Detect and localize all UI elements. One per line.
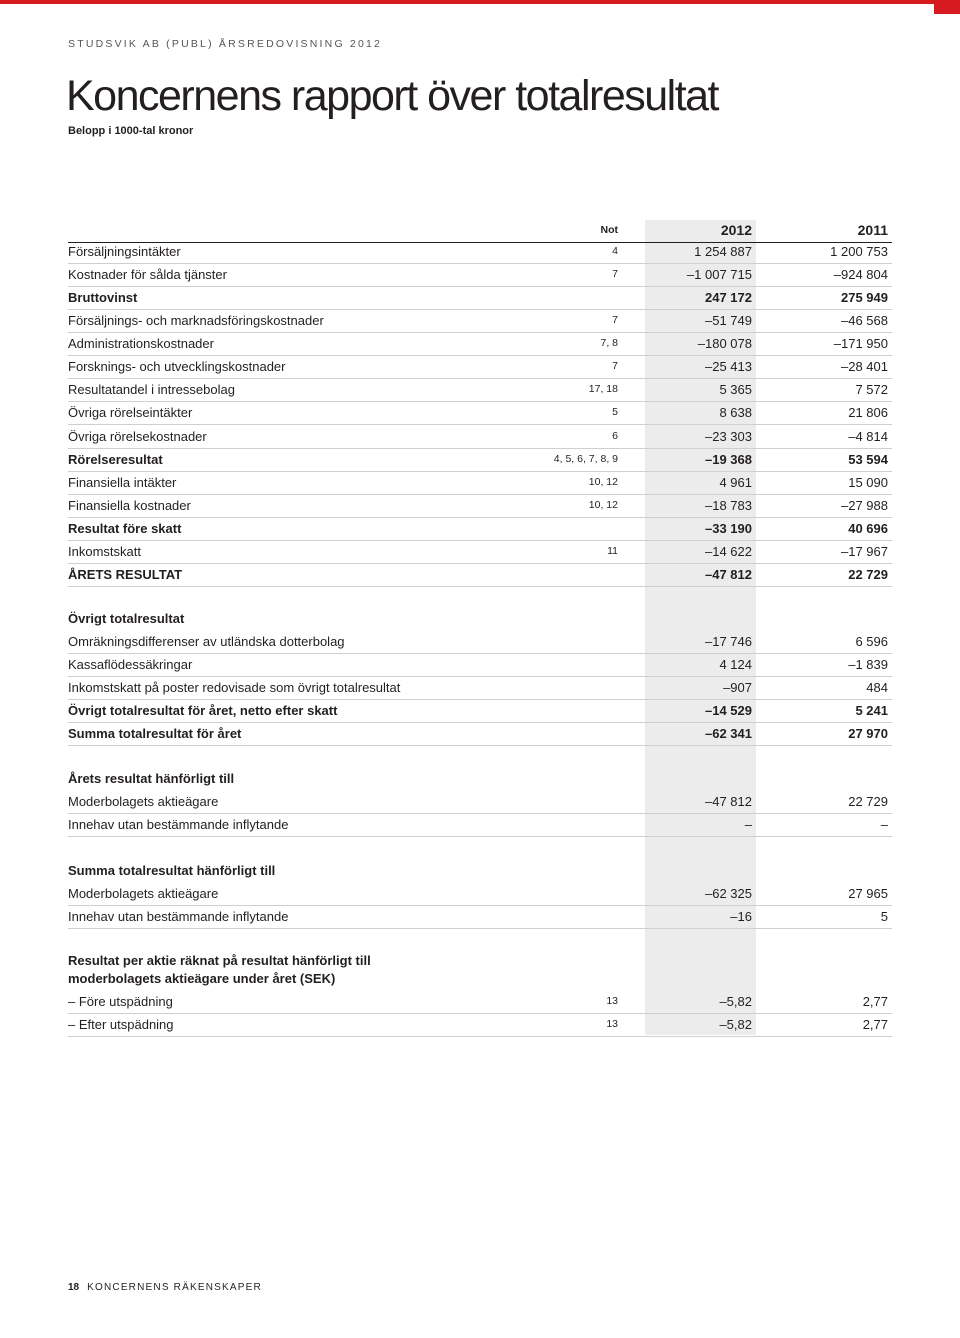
page-footer [68,1282,262,1293]
value-2011: 53 594 [848,452,888,467]
value-2012: –5,82 [719,994,752,1009]
row-note: 5 [612,406,618,418]
row-label: Resultat före skatt [68,521,182,536]
row-label: Finansiella intäkter [68,475,177,490]
value-2012: 4 961 [719,475,752,490]
value-2012: –51 749 [705,313,752,328]
value-2011: 27 965 [848,886,888,901]
table-row [68,263,892,287]
value-2012: –18 783 [705,498,752,513]
table-row [68,517,892,541]
row-label: Övriga rörelsekostnader [68,429,207,444]
value-2011: 484 [866,680,888,695]
running-head: STUDSVIK AB (PUBL) ÅRSREDOVISNING 2012 [68,38,383,50]
value-2012: –5,82 [719,1017,752,1032]
value-2012: –17 746 [705,634,752,649]
table-row [68,494,892,518]
value-2011: 2,77 [862,994,888,1009]
row-label: Innehav utan bestämmande inflytande [68,909,289,924]
row-label: Resultatandel i intressebolag [68,382,235,397]
row-label: Försäljningsintäkter [68,244,181,259]
page-subtitle: Belopp i 1000-tal kronor [68,125,194,137]
row-note: 4 [612,245,618,257]
section-heading-eps: Resultat per aktie räknat på resultat hänförligt till moderbolagets aktieägare under året (SEK) [68,953,371,986]
top-accent-bar [0,0,960,4]
value-2012: 4 124 [719,657,752,672]
row-label: Administrationskostnader [68,336,214,351]
value-2011: 1 200 753 [830,244,888,259]
table-row [68,448,892,472]
value-2011: –1 839 [848,657,888,672]
value-2011: –46 568 [841,313,888,328]
value-2011: 5 241 [855,703,888,718]
row-label: Moderbolagets aktieägare [68,886,219,901]
table-row [68,630,892,654]
value-2012: 1 254 887 [694,244,752,259]
row-note: 11 [607,545,618,557]
value-2012: –62 341 [705,726,752,741]
row-label: Inkomstskatt [68,544,141,559]
row-label: Försäljnings- och marknadsföringskostnader [68,313,324,328]
table-row [68,425,892,449]
value-2011: 22 729 [848,794,888,809]
row-note: 17, 18 [588,383,618,395]
row-label: Innehav utan bestämmande inflytande [68,817,289,832]
table-row [68,790,892,814]
table-row [68,286,892,310]
table-row [68,401,892,425]
value-2012: –19 368 [705,452,752,467]
row-label: Bruttovinst [68,290,138,305]
row-label: Inkomstskatt på poster redovisade som övrigt totalresultat [68,680,401,695]
row-note: 10, 12 [588,499,618,511]
row-note: 10, 12 [588,476,618,488]
row-note: 7 [612,360,618,372]
value-2012: –62 325 [705,886,752,901]
value-2011: 22 729 [848,567,888,582]
row-label: Övriga rörelseintäkter [68,405,193,420]
table-row [68,990,892,1014]
value-2012: –16 [730,909,752,924]
value-2012: – [744,817,752,832]
row-label: Finansiella kostnader [68,498,191,513]
row-note: 13 [606,995,618,1007]
table-row [68,699,892,723]
table-row [68,471,892,495]
value-2012: –180 078 [697,336,752,351]
footer-section: KONCERNENS RÄKENSKAPER [87,1282,262,1293]
value-2011: –924 804 [833,267,888,282]
year-2012-header: 2012 [720,222,752,238]
value-2012: –47 812 [705,567,752,582]
table-row [68,676,892,700]
row-label: – Före utspädning [68,994,173,1009]
row-label: Kostnader för sålda tjänster [68,267,227,282]
value-2012: 8 638 [719,405,752,420]
table-row [68,813,892,837]
table-row [68,332,892,356]
value-2012: –25 413 [705,359,752,374]
table-row [68,240,892,264]
row-note: 4, 5, 6, 7, 8, 9 [553,453,618,465]
row-label: Kassaflödessäkringar [68,657,193,672]
value-2012: –14 529 [705,703,752,718]
row-note: 13 [606,1018,618,1030]
table-row [68,540,892,564]
value-2012: –14 622 [705,544,752,559]
section-heading-other-income: Övrigt totalresultat [68,611,185,626]
value-2012: –907 [723,680,752,695]
row-label: Rörelseresultat [68,452,163,467]
table-row [68,882,892,906]
value-2011: – [880,817,888,832]
value-2011: 2,77 [862,1017,888,1032]
page-number: 18 [68,1282,80,1293]
value-2012: –23 303 [705,429,752,444]
value-2011: 275 949 [841,290,888,305]
value-2011: 15 090 [848,475,888,490]
value-2012: –33 190 [705,521,752,536]
page-title: Koncernens rapport över totalresultat [66,72,719,120]
section-heading-total-attributable: Summa totalresultat hänförligt till [68,863,276,878]
value-2011: –28 401 [841,359,888,374]
table-row [68,563,892,587]
section-heading-attributable: Årets resultat hänförligt till [68,771,235,786]
table-row [68,378,892,402]
row-note: 6 [612,430,618,442]
note-column-header: Not [600,224,618,236]
value-2012: –1 007 715 [686,267,752,282]
row-label: Summa totalresultat för året [68,726,242,741]
value-2011: –4 814 [848,429,888,444]
value-2011: –27 988 [841,498,888,513]
value-2011: –171 950 [833,336,888,351]
table-row [68,309,892,333]
table-row [68,653,892,677]
value-2011: 7 572 [855,382,888,397]
value-2011: 40 696 [848,521,888,536]
table-row [68,1013,892,1037]
value-2011: 27 970 [848,726,888,741]
value-2011: 6 596 [855,634,888,649]
value-2012: 5 365 [719,382,752,397]
row-label: – Efter utspädning [68,1017,174,1032]
table-row [68,905,892,929]
year-2011-header: 2011 [857,222,888,238]
row-label: Moderbolagets aktieägare [68,794,219,809]
row-label: Omräkningsdifferenser av utländska dotterbolag [68,634,345,649]
row-label: ÅRETS RESULTAT [68,567,183,582]
row-label: Forsknings- och utvecklingskostnader [68,359,286,374]
row-label: Övrigt totalresultat för året, netto efter skatt [68,703,338,718]
value-2011: 5 [880,909,888,924]
table-row [68,722,892,746]
value-2012: –47 812 [705,794,752,809]
row-note: 7, 8 [600,337,618,349]
value-2012: 247 172 [705,290,752,305]
value-2011: 21 806 [848,405,888,420]
value-2011: –17 967 [841,544,888,559]
table-row [68,355,892,379]
row-note: 7 [612,314,618,326]
row-note: 7 [612,268,618,280]
top-accent-tab [934,0,960,14]
